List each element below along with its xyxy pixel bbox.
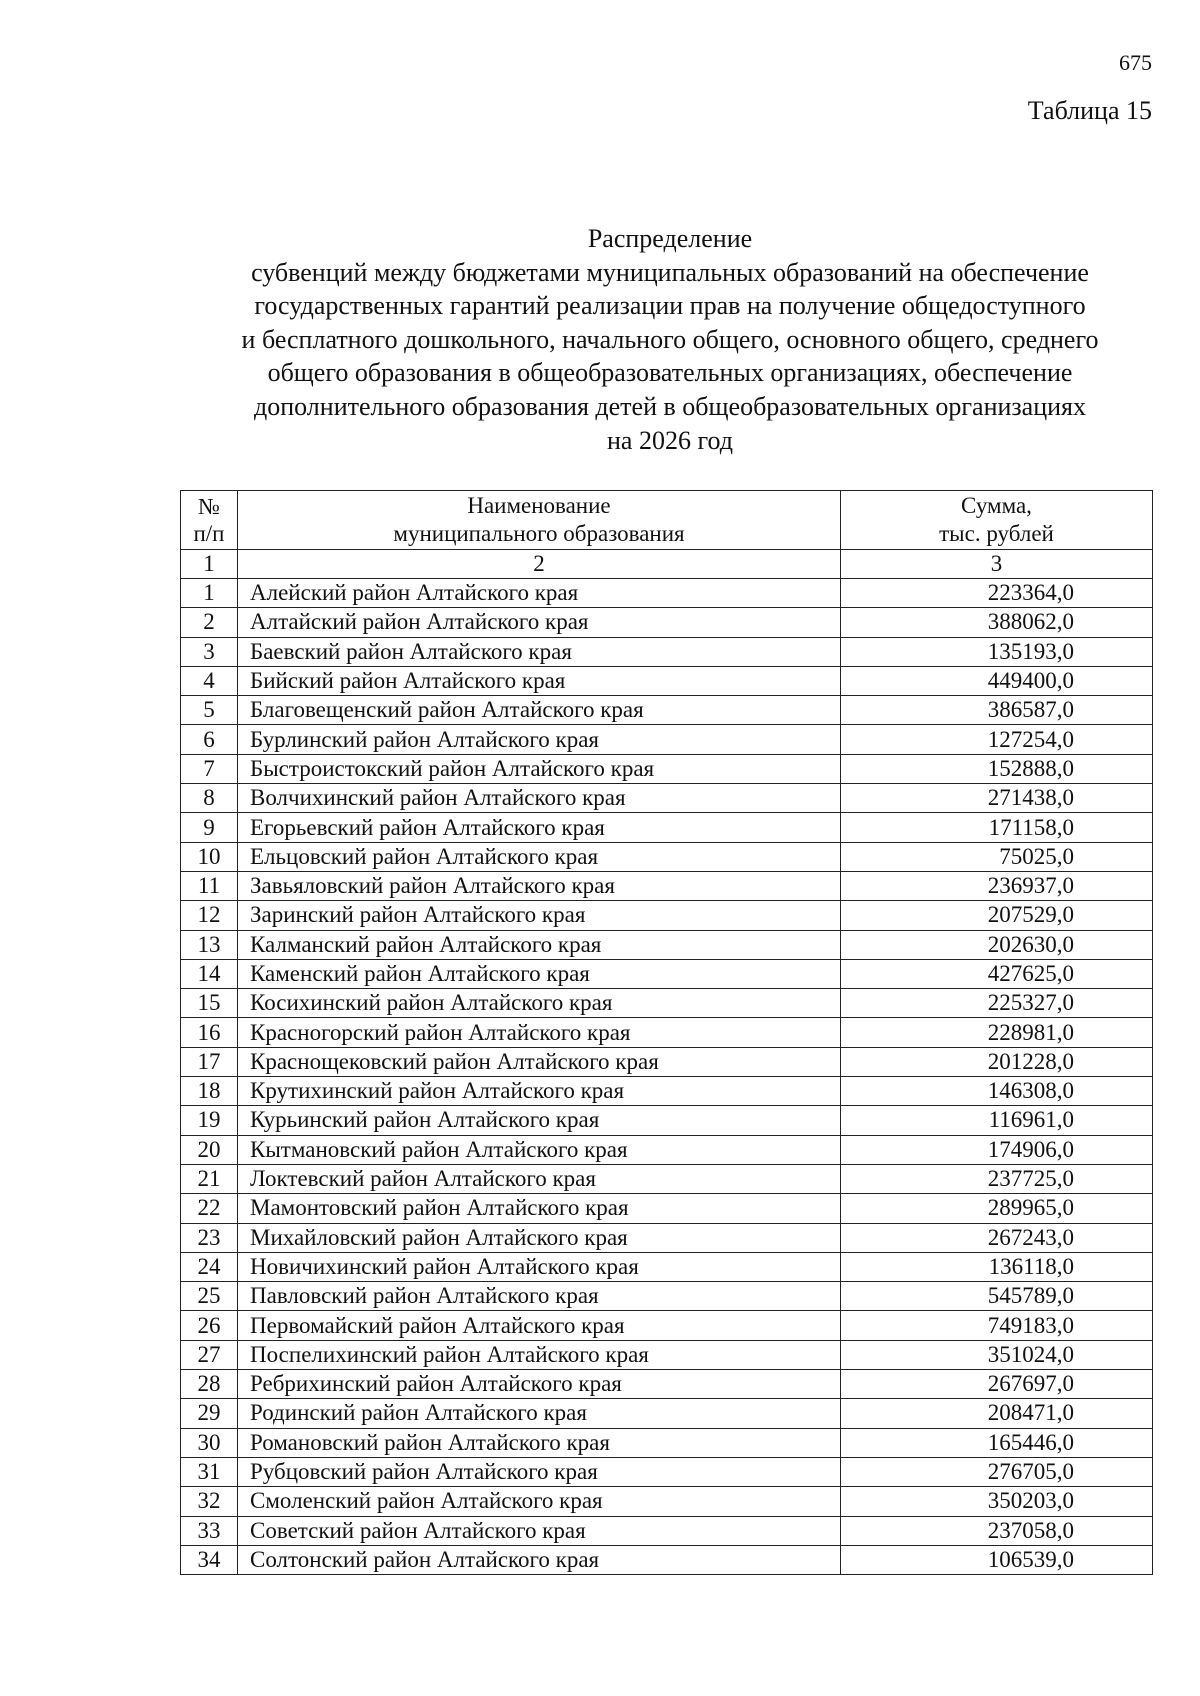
row-number: 10: [181, 842, 238, 871]
row-number: 34: [181, 1545, 238, 1574]
subvention-amount: 208471,0: [841, 1399, 1153, 1428]
column-index-row: [181, 550, 1153, 579]
row-number: 14: [181, 959, 238, 988]
table-row: [181, 1018, 1153, 1047]
table-row: [181, 1457, 1153, 1486]
subvention-amount: 207529,0: [841, 901, 1153, 930]
row-number: 3: [181, 637, 238, 666]
subvention-amount: 152888,0: [841, 754, 1153, 783]
subvention-amount: 427625,0: [841, 959, 1153, 988]
header-name: [238, 491, 841, 550]
row-number: 1: [181, 579, 238, 608]
title-line: Распределение: [587, 224, 753, 253]
row-number: 23: [181, 1223, 238, 1252]
subvention-amount: 202630,0: [841, 930, 1153, 959]
table-row: [181, 1077, 1153, 1106]
title-line: дополнительного образования детей в общеобразовательных организациях: [254, 391, 1086, 421]
column-index: 2: [238, 550, 841, 579]
table-row: [181, 1370, 1153, 1399]
table-row: [181, 1282, 1153, 1311]
municipality-name: Родинский район Алтайского края: [238, 1399, 841, 1428]
row-number: 4: [181, 666, 238, 695]
table-row: [181, 1223, 1153, 1252]
municipality-name: Локтевский район Алтайского края: [238, 1164, 841, 1193]
municipality-name: Благовещенский район Алтайского края: [238, 696, 841, 725]
table-row: [181, 1311, 1153, 1340]
municipality-name: Косихинский район Алтайского края: [238, 989, 841, 1018]
row-number: 33: [181, 1516, 238, 1545]
table-row: [181, 725, 1153, 754]
subvention-amount: 127254,0: [841, 725, 1153, 754]
row-number: 18: [181, 1077, 238, 1106]
table-row: [181, 1487, 1153, 1516]
subvention-amount: 351024,0: [841, 1340, 1153, 1369]
document-title: [180, 222, 1160, 457]
subvention-amount: 236937,0: [841, 871, 1153, 900]
table-row: [181, 871, 1153, 900]
row-number: 16: [181, 1018, 238, 1047]
municipality-name: Кытмановский район Алтайского края: [238, 1135, 841, 1164]
table-row: [181, 1399, 1153, 1428]
table-header-row: [181, 491, 1153, 550]
row-number: 28: [181, 1370, 238, 1399]
row-number: 8: [181, 784, 238, 813]
row-number: 22: [181, 1194, 238, 1223]
table-row: [181, 696, 1153, 725]
title-line: общего образования в общеобразовательных организациях, обеспечение: [267, 358, 1073, 388]
header-sum-line1: Сумма,: [961, 493, 1032, 518]
municipality-name: Каменский район Алтайского края: [238, 959, 841, 988]
subvention-amount: 75025,0: [841, 842, 1153, 871]
header-name-line1: Наименование: [467, 493, 611, 518]
municipality-name: Новичихинский район Алтайского края: [238, 1252, 841, 1281]
table-row: [181, 784, 1153, 813]
table-row: [181, 1340, 1153, 1369]
subvention-amount: 171158,0: [841, 813, 1153, 842]
subvention-amount: 116961,0: [841, 1106, 1153, 1135]
table-row: [181, 1545, 1153, 1574]
row-number: 20: [181, 1135, 238, 1164]
subvention-amount: 449400,0: [841, 666, 1153, 695]
header-number: [181, 491, 238, 550]
table-row: [181, 959, 1153, 988]
row-number: 26: [181, 1311, 238, 1340]
subvention-amount: 223364,0: [841, 579, 1153, 608]
subvention-amount: 289965,0: [841, 1194, 1153, 1223]
municipality-name: Волчихинский район Алтайского края: [238, 784, 841, 813]
column-index: 3: [841, 550, 1153, 579]
municipality-name: Красногорский район Алтайского края: [238, 1018, 841, 1047]
municipality-name: Калманский район Алтайского края: [238, 930, 841, 959]
table-row: [181, 1252, 1153, 1281]
municipality-name: Первомайский район Алтайского края: [238, 1311, 841, 1340]
row-number: 17: [181, 1047, 238, 1076]
header-number-line1: №: [198, 494, 220, 519]
table-row: [181, 1428, 1153, 1457]
municipality-name: Поспелихинский район Алтайского края: [238, 1340, 841, 1369]
row-number: 25: [181, 1282, 238, 1311]
row-number: 11: [181, 871, 238, 900]
table-row: [181, 1135, 1153, 1164]
table-row: [181, 754, 1153, 783]
table-body: [181, 579, 1153, 1575]
table-row: [181, 1106, 1153, 1135]
subvention-amount: 237725,0: [841, 1164, 1153, 1193]
table-label: Таблица 15: [1027, 96, 1152, 125]
row-number: 24: [181, 1252, 238, 1281]
municipality-name: Баевский район Алтайского края: [238, 637, 841, 666]
municipality-name: Бийский район Алтайского края: [238, 666, 841, 695]
row-number: 5: [181, 696, 238, 725]
subvention-amount: 386587,0: [841, 696, 1153, 725]
municipality-name: Михайловский район Алтайского края: [238, 1223, 841, 1252]
subvention-amount: 237058,0: [841, 1516, 1153, 1545]
row-number: 30: [181, 1428, 238, 1457]
subvention-amount: 106539,0: [841, 1545, 1153, 1574]
subvention-amount: 136118,0: [841, 1252, 1153, 1281]
row-number: 13: [181, 930, 238, 959]
table-row: [181, 1516, 1153, 1545]
subvention-amount: 165446,0: [841, 1428, 1153, 1457]
table-row: [181, 608, 1153, 637]
subvention-amount: 545789,0: [841, 1282, 1153, 1311]
row-number: 29: [181, 1399, 238, 1428]
row-number: 21: [181, 1164, 238, 1193]
municipality-name: Алтайский район Алтайского края: [238, 608, 841, 637]
title-line: и бесплатного дошкольного, начального общего, основного общего, среднего: [241, 324, 1099, 354]
subvention-amount: 388062,0: [841, 608, 1153, 637]
subvention-amount: 267243,0: [841, 1223, 1153, 1252]
title-line: на 2026 год: [607, 425, 733, 455]
municipality-name: Романовский район Алтайского края: [238, 1428, 841, 1457]
municipality-name: Ельцовский район Алтайского края: [238, 842, 841, 871]
municipality-name: Советский район Алтайского края: [238, 1516, 841, 1545]
title-line: государственных гарантий реализации прав на получение общедоступного: [254, 291, 1086, 321]
municipality-name: Павловский район Алтайского края: [238, 1282, 841, 1311]
subvention-amount: 267697,0: [841, 1370, 1153, 1399]
subvention-amount: 228981,0: [841, 1018, 1153, 1047]
subvention-amount: 276705,0: [841, 1457, 1153, 1486]
table-row: [181, 989, 1153, 1018]
table-row: [181, 813, 1153, 842]
table-row: [181, 842, 1153, 871]
subvention-amount: 146308,0: [841, 1077, 1153, 1106]
municipality-name: Заринский район Алтайского края: [238, 901, 841, 930]
table-row: [181, 666, 1153, 695]
subvention-amount: 135193,0: [841, 637, 1153, 666]
row-number: 32: [181, 1487, 238, 1516]
row-number: 12: [181, 901, 238, 930]
row-number: 31: [181, 1457, 238, 1486]
table-row: [181, 901, 1153, 930]
municipality-name: Мамонтовский район Алтайского края: [238, 1194, 841, 1223]
table-row: [181, 579, 1153, 608]
page-number: 675: [1119, 50, 1152, 75]
municipality-name: Быстроистокский район Алтайского края: [238, 754, 841, 783]
row-number: 19: [181, 1106, 238, 1135]
title-line: субвенций между бюджетами муниципальных образований на обеспечение: [251, 257, 1089, 287]
header-sum-line2: тыс. рублей: [939, 521, 1054, 546]
table-row: [181, 930, 1153, 959]
municipality-name: Завьяловский район Алтайского края: [238, 871, 841, 900]
row-number: 2: [181, 608, 238, 637]
municipality-name: Крутихинский район Алтайского края: [238, 1077, 841, 1106]
municipality-name: Егорьевский район Алтайского края: [238, 813, 841, 842]
header-number-line2: п/п: [193, 521, 225, 546]
subvention-amount: 201228,0: [841, 1047, 1153, 1076]
table-row: [181, 637, 1153, 666]
subvention-amount: 749183,0: [841, 1311, 1153, 1340]
table-row: [181, 1164, 1153, 1193]
row-number: 9: [181, 813, 238, 842]
row-number: 15: [181, 989, 238, 1018]
municipality-name: Бурлинский район Алтайского края: [238, 725, 841, 754]
row-number: 27: [181, 1340, 238, 1369]
municipality-name: Алейский район Алтайского края: [238, 579, 841, 608]
municipality-name: Рубцовский район Алтайского края: [238, 1457, 841, 1486]
municipality-name: Смоленский район Алтайского края: [238, 1487, 841, 1516]
column-index: 1: [181, 550, 238, 579]
header-name-line2: муниципального образования: [393, 521, 685, 546]
subvention-amount: 225327,0: [841, 989, 1153, 1018]
row-number: 7: [181, 754, 238, 783]
subvention-amount: 271438,0: [841, 784, 1153, 813]
municipality-name: Краснощековский район Алтайского края: [238, 1047, 841, 1076]
subvention-amount: 174906,0: [841, 1135, 1153, 1164]
municipality-name: Ребрихинский район Алтайского края: [238, 1370, 841, 1399]
municipality-name: Курьинский район Алтайского края: [238, 1106, 841, 1135]
header-sum: [841, 491, 1153, 550]
subvention-table: [180, 490, 1153, 1575]
table-row: [181, 1194, 1153, 1223]
row-number: 6: [181, 725, 238, 754]
subvention-amount: 350203,0: [841, 1487, 1153, 1516]
table-row: [181, 1047, 1153, 1076]
municipality-name: Солтонский район Алтайского края: [238, 1545, 841, 1574]
